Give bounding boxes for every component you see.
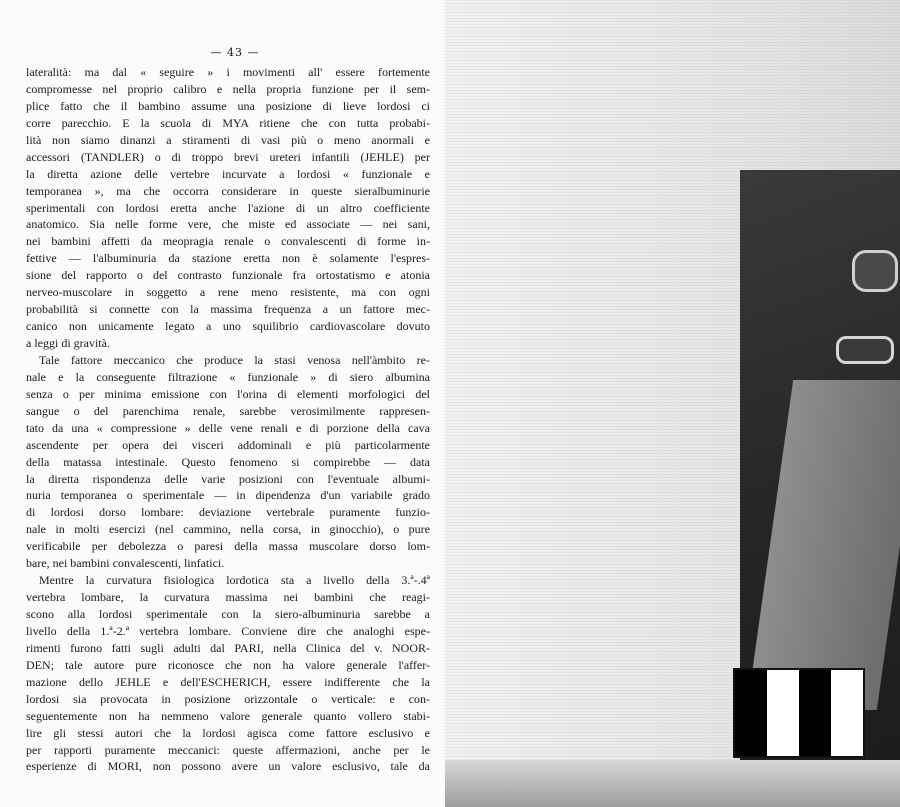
text-line: ascendente per opera dei visceri addominali e più particolarmente bbox=[26, 437, 430, 452]
text-line: lateralità: ma dal « seguire » i movimenti all' essere fortemente bbox=[26, 65, 430, 79]
text-line: bare, nei bambini convalescenti, linfatici. bbox=[26, 556, 225, 571]
page-number: — 43 — bbox=[210, 46, 260, 59]
text-line: lità non siamo dinanzi a stiramenti di vasi più o meno anormali e bbox=[26, 132, 430, 147]
text-line: sperimentali con lordosi eretta anche l'azione di un altro coefficiente bbox=[26, 200, 430, 215]
text-line: accessori (TANDLER) o di troppo brevi ureteri infantili (JEHLE) per bbox=[26, 149, 430, 164]
text-line: scono alla lordosi sperimentale con la siero-albuminuria sarebbe a bbox=[26, 607, 430, 621]
clip-icon bbox=[852, 250, 898, 292]
calibration-target bbox=[733, 668, 865, 758]
text-line: livello della 1.ª-2.ª vertebra lombare. Conviene dire che analoghi espe- bbox=[26, 623, 430, 638]
text-line: nale e la conseguente filtrazione « funzionale » di siero albumina bbox=[26, 369, 430, 384]
text-line: senza o per minima emissione con l'orina di elementi morfologici del bbox=[26, 386, 430, 401]
text-line: fettive — l'albuminuria da stazione eretta non è solamente l'espres- bbox=[26, 251, 430, 266]
text-line: corre parecchio. E la scuola di MYA ritiene che con tutta probabi- bbox=[26, 115, 430, 130]
text-line: Tale fattore meccanico che produce la stasi venosa nell'àmbito re- bbox=[39, 352, 430, 367]
text-line: anatomico. Sia nelle forme vere, che miste ed associate — nei sani, bbox=[26, 217, 430, 232]
book-page bbox=[0, 0, 445, 807]
text-line: canico non unicamente legato a uno squilibrio cardiovascolare dovuto bbox=[26, 319, 430, 334]
text-line: verificabile per debolezza o paresi della massa muscolare dorso lom- bbox=[26, 539, 430, 554]
body-text bbox=[26, 64, 430, 775]
text-line: esperienze di MORI, non possono avere un valore esclusivo, tale da bbox=[26, 759, 430, 774]
text-line: della matassa intestinale. Questo fenomeno si compirebbe — data bbox=[26, 454, 430, 469]
text-line: DEN; tale autore pure riconosce che non ha valore generale l'affer- bbox=[26, 657, 430, 672]
text-line: plice fatto che il bambino assume una posizione di lieve lordosi ci bbox=[26, 98, 430, 113]
text-line: seguentemente non ha nemmeno valore generale quanto vollero stabi- bbox=[26, 708, 430, 723]
text-line: lire gli stessi autori che la lordosi agisca come fattore esclusivo e bbox=[26, 725, 430, 740]
text-line: di lordosi dorso lombare: deviazione vertebrale puramente funzio- bbox=[26, 505, 430, 520]
text-line: sangue o del parenchima renale, sarebbe verosimilmente rappresen- bbox=[26, 403, 430, 418]
text-line: nei bambini affetti da meopragia renale o convalescenti di forme in- bbox=[26, 234, 430, 249]
text-line: nerveo-muscolare in soggetto a rene meno resistente, ma con ogni bbox=[26, 285, 430, 300]
text-line: nuria temporanea o sperimentale — in dipendenza d'un variabile grado bbox=[26, 488, 430, 503]
bottom-shadow bbox=[445, 760, 900, 807]
text-line: tato da una « compressione » delle vene renali e di porzione della cava bbox=[26, 420, 430, 435]
text-line: sione del rapporto o del contrasto funzionale fra ortostatismo e atonia bbox=[26, 268, 430, 283]
text-line: probabilità si connette con la massima frequenza a un fattore mec- bbox=[26, 302, 430, 317]
text-line: la diretta rispondenza delle varie posizioni con l'eventuale albumi- bbox=[26, 471, 430, 486]
text-line: la diretta azione delle vertebre incurvate a lordosi « funzionale e bbox=[26, 166, 430, 181]
text-line: temporanea », ma che occorra considerare in queste sieralbuminurie bbox=[26, 183, 430, 198]
clip-icon bbox=[836, 336, 894, 364]
text-line: lordosi sia provocata in posizione orizzontale o verticale: e con- bbox=[26, 691, 430, 706]
text-line: Mentre la curvatura fisiologica lordotica sta a livello della 3.ª-.4ª bbox=[39, 573, 430, 588]
text-line: a leggi di gravità. bbox=[26, 336, 110, 350]
text-line: per rapporti puramente meccanici: queste affermazioni, anche per le bbox=[26, 742, 430, 757]
text-line: mazione dello JEHLE e dell'ESCHERICH, essere indifferente che la bbox=[26, 674, 430, 689]
text-line: compromesse nel proprio calibro e nella propria funzione per il sem- bbox=[26, 81, 430, 96]
text-line: rimenti furono fatti sugli adulti dal PARI, nella Clinica del v. NOOR- bbox=[26, 640, 430, 655]
text-line: vertebra lombare, la curvatura massima nei bambini che reagi- bbox=[26, 590, 430, 605]
text-line: nale in molti esercizi (nel cammino, nella corsa, in ginocchio), o pure bbox=[26, 522, 430, 537]
